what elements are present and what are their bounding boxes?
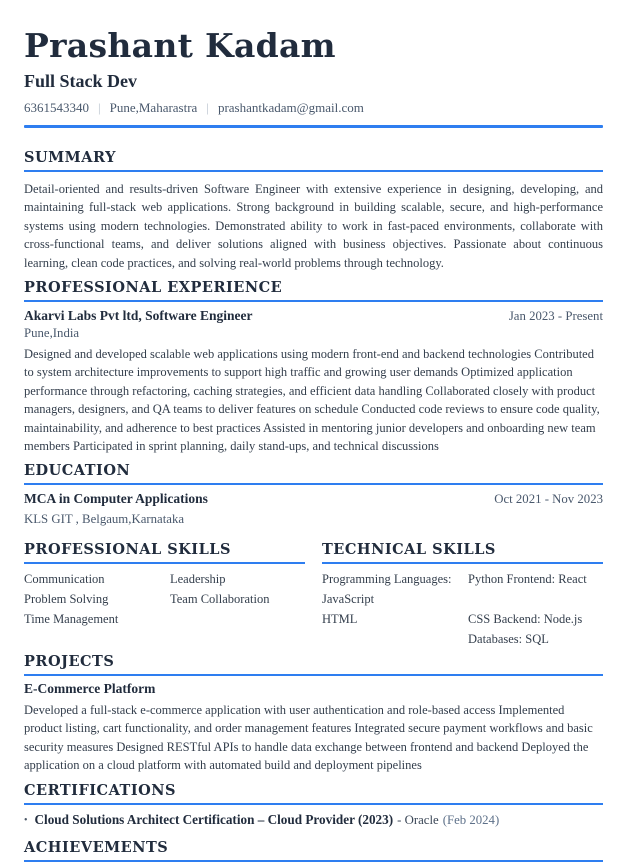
education-institution: KLS GIT , Belgaum,Karnataka bbox=[24, 512, 185, 526]
phone-text: 6361543340 bbox=[24, 100, 89, 115]
certifications-heading: CERTIFICATIONS bbox=[24, 783, 603, 805]
experience-entry-header bbox=[24, 307, 603, 325]
experience-entry-description: Designed and developed scalable web applications using modern front-end and backend technologies Contributed to system architecture improvements to support high traffic and growing user demands Optimized application performance through refactoring, caching strategies, and efficient data handling Collaborated closely with product managers, designers, and QA teams to deliver features on schedule Conducted code reviews to ensure code quality, maintainability, and adherence to best practices Assisted in mentoring junior developers and onboarding new team members Participated in sprint planning, daily stand-ups, and technical discussions bbox=[24, 347, 600, 454]
skill-line: Python Frontend: React bbox=[468, 572, 587, 586]
certification-item bbox=[24, 812, 603, 830]
skill-line: Databases: SQL bbox=[468, 632, 549, 646]
certification-date: (Feb 2024) bbox=[442, 813, 500, 827]
education-entry-header bbox=[24, 490, 603, 508]
technical-skills-grid bbox=[322, 569, 603, 649]
technical-skills-heading: TECHNICAL SKILLS bbox=[322, 542, 603, 564]
skill-item: Communication bbox=[24, 572, 105, 586]
candidate-name: Prashant Kadam bbox=[24, 26, 336, 65]
contact-separator: | bbox=[98, 100, 101, 115]
certification-title: Cloud Solutions Architect Certification – Cloud Provider (2023) bbox=[34, 812, 394, 827]
skill-line: HTML bbox=[322, 612, 358, 626]
section-summary bbox=[24, 150, 603, 272]
summary-heading: SUMMARY bbox=[24, 150, 603, 172]
skill-item bbox=[170, 609, 305, 629]
skill-item: Problem Solving bbox=[24, 592, 109, 606]
experience-entry-title: Akarvi Labs Pvt ltd, Software Engineer bbox=[24, 308, 253, 323]
experience-entry-location: Pune,India bbox=[24, 326, 80, 340]
section-certifications bbox=[24, 783, 603, 830]
skill-item: Leadership bbox=[170, 572, 226, 586]
section-achievements bbox=[24, 840, 603, 862]
location-text: Pune,Maharastra bbox=[109, 100, 198, 115]
project-title: E-Commerce Platform bbox=[24, 681, 156, 696]
education-degree: MCA in Computer Applications bbox=[24, 491, 208, 506]
skill-line: Programming Languages: JavaScript bbox=[322, 572, 452, 606]
professional-skills-grid bbox=[24, 569, 305, 629]
skill-item: Team Collaboration bbox=[170, 592, 270, 606]
skill-item: Time Management bbox=[24, 612, 119, 626]
section-technical-skills bbox=[322, 542, 603, 649]
bullet-icon: • bbox=[24, 815, 28, 826]
skill-item bbox=[468, 569, 603, 609]
section-experience bbox=[24, 280, 603, 455]
achievements-heading: ACHIEVEMENTS bbox=[24, 840, 603, 862]
resume-header bbox=[24, 28, 603, 128]
skill-item bbox=[468, 609, 603, 649]
header-divider bbox=[24, 125, 603, 128]
email-text: prashantkadam@gmail.com bbox=[217, 100, 364, 115]
experience-entry-dates: Jan 2023 - Present bbox=[508, 309, 603, 323]
skill-line: CSS Backend: Node.js bbox=[468, 612, 583, 626]
section-projects bbox=[24, 654, 603, 775]
experience-heading: PROFESSIONAL EXPERIENCE bbox=[24, 280, 603, 302]
contact-line bbox=[24, 100, 603, 115]
skill-item bbox=[322, 609, 468, 649]
education-heading: EDUCATION bbox=[24, 463, 603, 485]
certification-issuer: - Oracle bbox=[397, 813, 439, 827]
job-title: Full Stack Dev bbox=[24, 71, 138, 91]
section-education bbox=[24, 463, 603, 527]
skills-columns bbox=[24, 542, 603, 649]
contact-separator: | bbox=[206, 100, 209, 115]
section-professional-skills bbox=[24, 542, 305, 649]
professional-skills-heading: PROFESSIONAL SKILLS bbox=[24, 542, 305, 564]
projects-heading: PROJECTS bbox=[24, 654, 603, 676]
skill-item bbox=[322, 569, 468, 609]
summary-text: Detail-oriented and results-driven Software Engineer with extensive experience in designing, developing, and maintaining full-stack web applications. Strong background in building scalable, secure, and high-performance systems using modern technologies. Demonstrated ability to work in fast-paced environments, collaborate with cross-functional teams, and deliver solutions aligned with business objectives. Passionate about continuous learning, clean code practices, and solving real-world problems through technology. bbox=[24, 182, 603, 270]
project-description: Developed a full-stack e-commerce application with user authentication and role-based access Implemented product listing, cart functionality, and order management features Integrated secure payment workflows and basic security measures Designed RESTful APIs to handle data exchange between frontend and backend Deployed the application on a cloud platform with automated build and deployment pipelines bbox=[24, 703, 593, 773]
education-dates: Oct 2021 - Nov 2023 bbox=[494, 492, 603, 506]
